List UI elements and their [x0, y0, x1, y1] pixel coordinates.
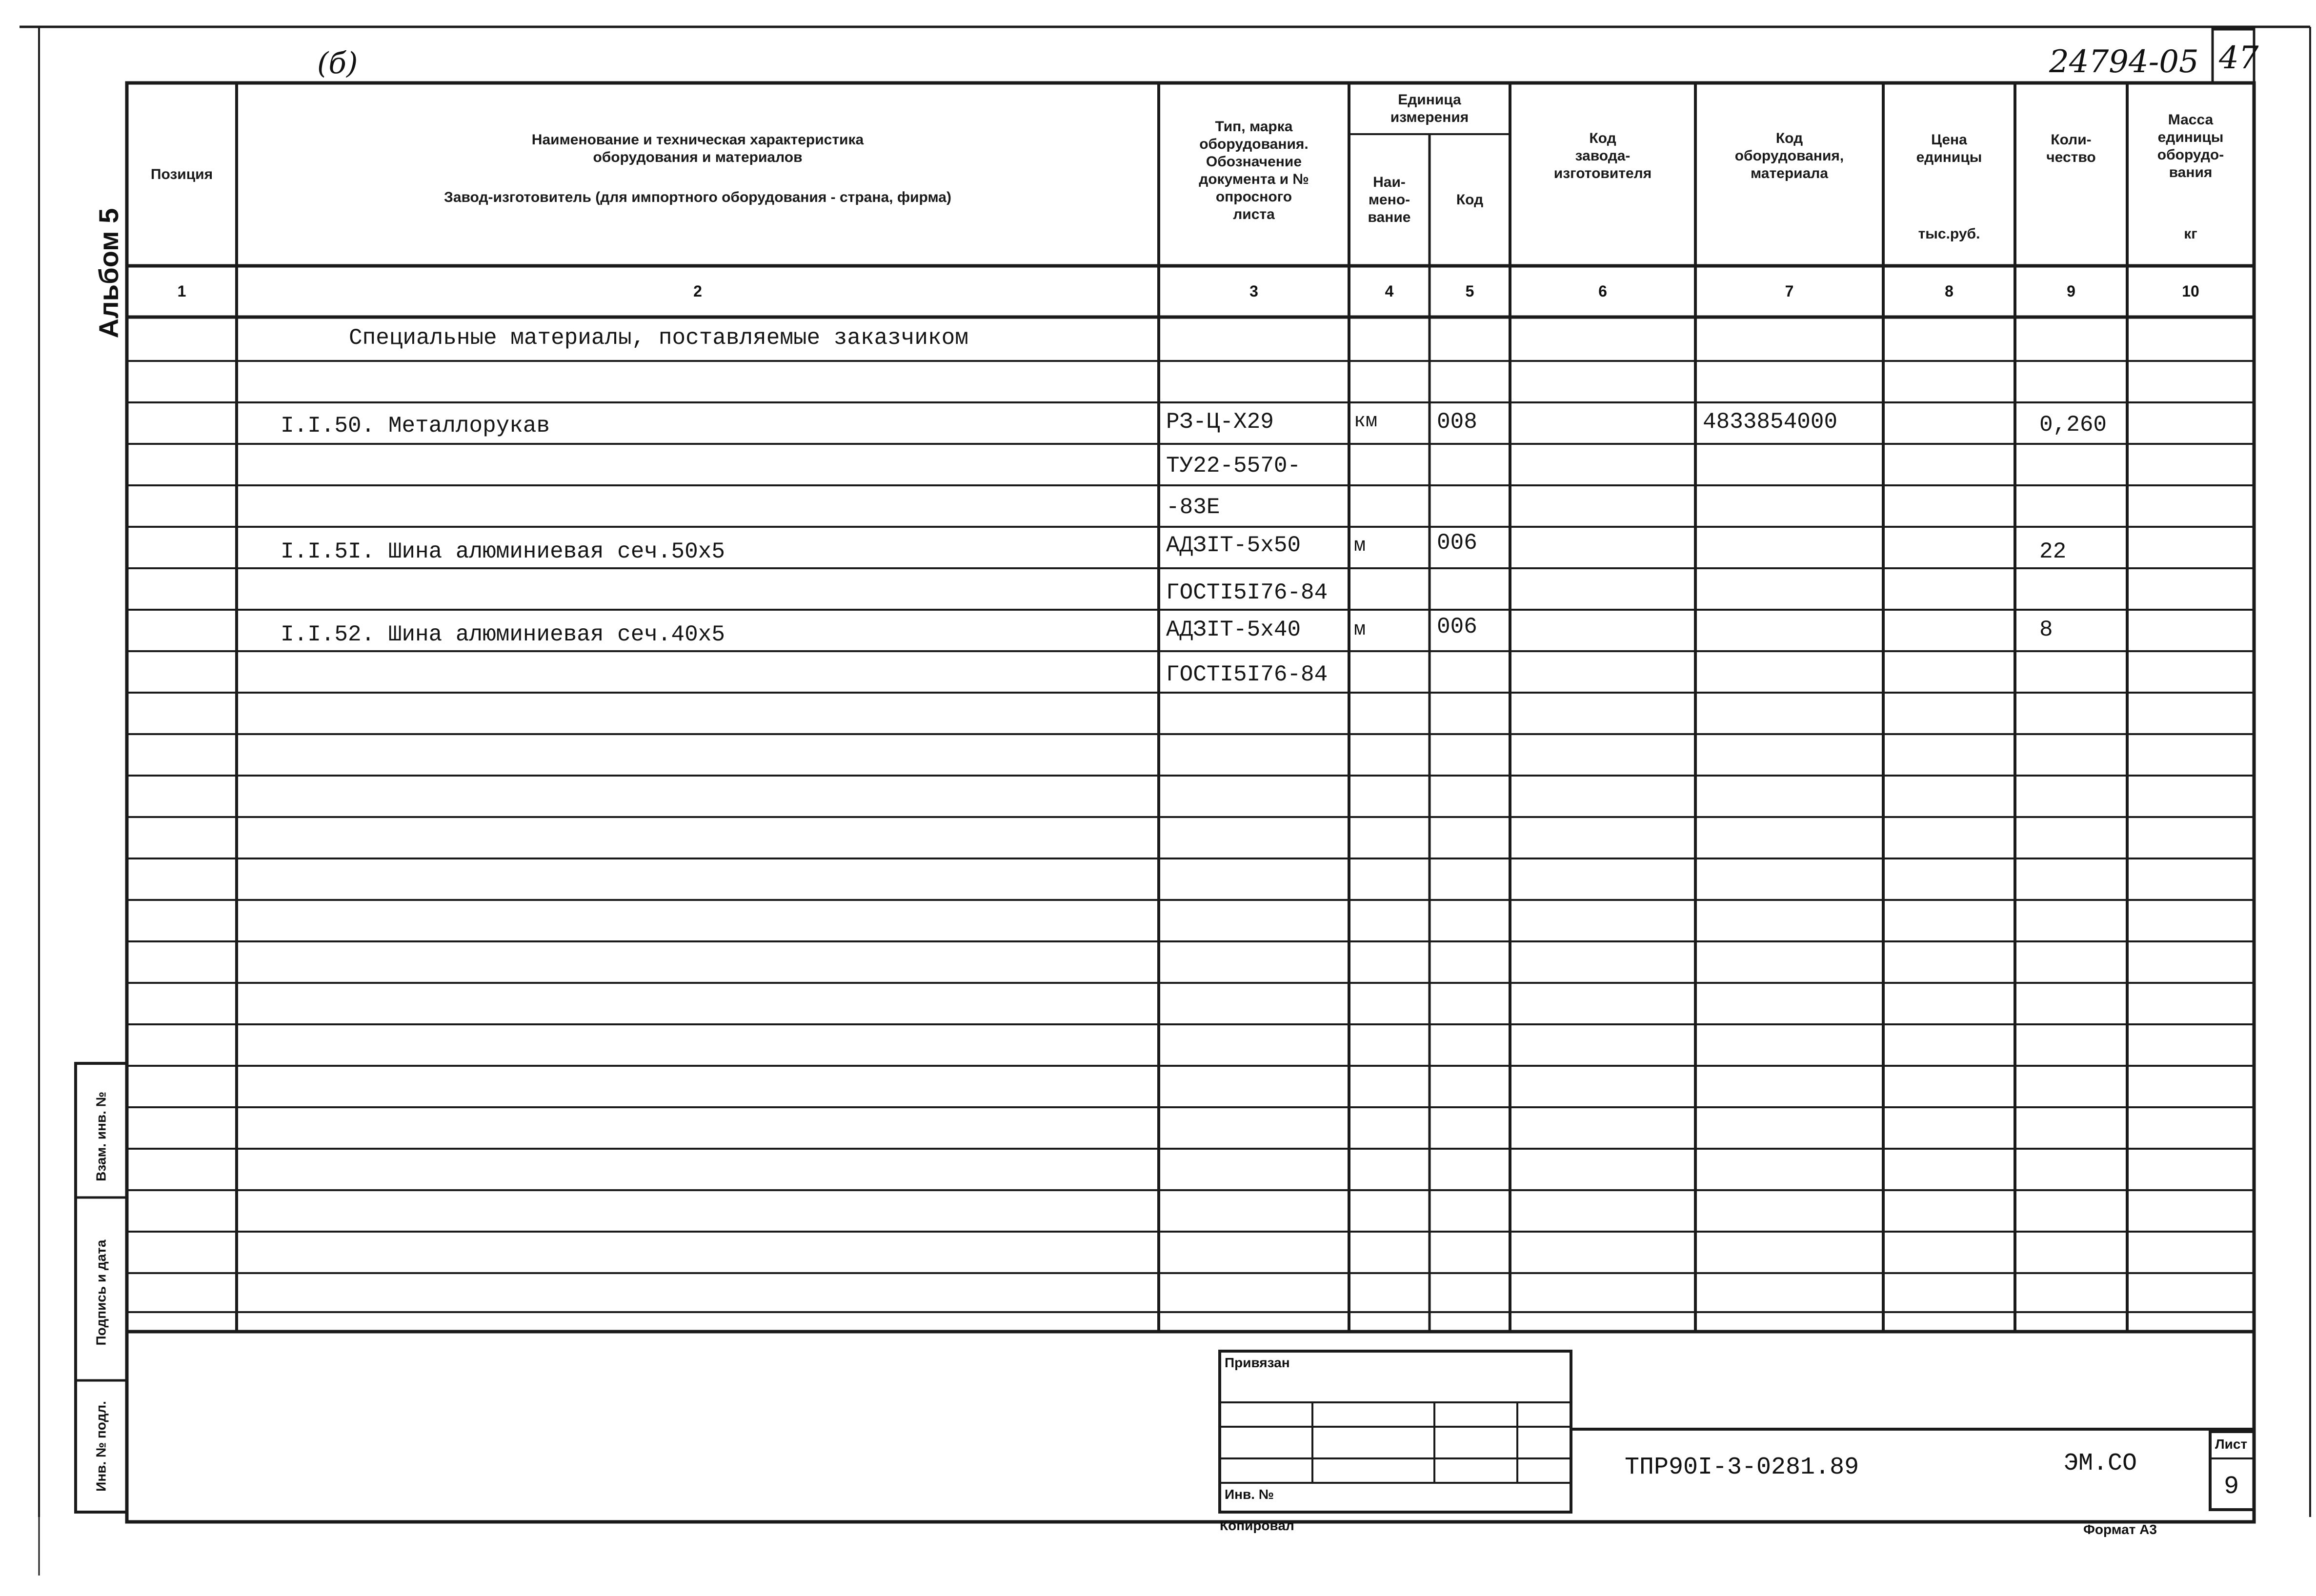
format-label: Формат А3 — [2083, 1522, 2157, 1537]
row-unit: м — [1354, 535, 1366, 557]
column-number: 10 — [2182, 282, 2199, 300]
column-number: 5 — [1465, 282, 1474, 300]
row-type: ТУ22-5570- — [1166, 453, 1301, 479]
row-equip-code: 4833854000 — [1703, 409, 1838, 435]
header-equip-code: Код оборудования, материала — [1734, 130, 1844, 181]
drawing-number: 24794-05 — [2049, 44, 2199, 80]
row-type: -83Е — [1166, 495, 1220, 520]
row-type: АДЗIТ-5х50 — [1166, 533, 1301, 558]
row-code: 006 — [1437, 530, 1477, 556]
row-unit: м — [1354, 619, 1366, 641]
row-type: АДЗIТ-5х40 — [1166, 617, 1301, 642]
header-mass-unit: кг — [2184, 226, 2197, 242]
row-type: ГОСТI5I76-84 — [1166, 662, 1328, 687]
copied-label: Копировал — [1220, 1518, 1294, 1533]
doc-code: ТПР90I-3-0281.89 — [1625, 1454, 1859, 1481]
header-type: Тип, марка оборудования. Обозначение документа и № опросного листа — [1199, 119, 1309, 222]
sheet-number: 9 — [2224, 1472, 2239, 1501]
row-type: ГОСТI5I76-84 — [1166, 580, 1328, 605]
column-number: 6 — [1598, 282, 1607, 300]
row-type: РЗ-Ц-Х29 — [1166, 409, 1274, 435]
header-unit-code: Код — [1456, 192, 1484, 208]
column-number: 2 — [693, 282, 702, 300]
header-unit-group: Единица измерения — [1390, 91, 1469, 125]
column-number: 9 — [2067, 282, 2075, 300]
row-name: I.I.5I. Шина алюминиевая сеч.50х5 — [281, 539, 725, 564]
column-number: 3 — [1249, 282, 1258, 300]
row-qty: 8 — [2039, 617, 2053, 642]
header-qty: Коли- чество — [2046, 132, 2096, 165]
stamp-inv-replace: Взам. инв. № — [93, 1092, 109, 1181]
sheet-label: Лист — [2215, 1436, 2248, 1452]
column-number: 8 — [1945, 282, 1953, 300]
header-unit-name: Наи- мено- вание — [1368, 174, 1411, 225]
stamp-sign-date: Подпись и дата — [93, 1239, 109, 1346]
header-plant-code: Код завода- изготовителя — [1553, 130, 1652, 181]
column-number: 4 — [1385, 282, 1394, 300]
row-qty: 22 — [2039, 539, 2067, 564]
variant-mark: (б) — [317, 46, 358, 80]
doc-mark: ЭМ.СО — [2064, 1450, 2137, 1477]
header-price: Цена единицы — [1916, 132, 1982, 165]
column-number: 7 — [1785, 282, 1794, 300]
header-name: Наименование и техническая характеристика оборудования и материалов — [531, 132, 864, 165]
stamp-inv-orig: Инв. № подл. — [93, 1401, 109, 1492]
header-position: Позиция — [150, 166, 213, 182]
row-code: 008 — [1437, 409, 1477, 435]
stamp-inv: Инв. № — [1225, 1487, 1274, 1502]
album-label: Альбом 5 — [93, 208, 124, 339]
row-code: 006 — [1437, 614, 1477, 639]
row-name: I.I.50. Металлорукав — [281, 413, 550, 439]
column-number: 1 — [177, 282, 186, 300]
stamp-bound: Привязан — [1225, 1355, 1290, 1370]
sheet-total: 47 — [2219, 40, 2259, 76]
header-name-sub: Завод-изготовитель (для импортного оборудования - страна, фирма) — [444, 189, 951, 205]
header-price-unit: тыс.руб. — [1918, 226, 1980, 242]
row-unit: км — [1354, 411, 1378, 433]
row-name: I.I.52. Шина алюминиевая сеч.40х5 — [281, 622, 725, 647]
header-mass: Масса единицы оборудо- вания — [2157, 112, 2224, 180]
section-title: Специальные материалы, поставляемые заказчиком — [349, 325, 968, 351]
row-qty: 0,260 — [2039, 412, 2107, 438]
